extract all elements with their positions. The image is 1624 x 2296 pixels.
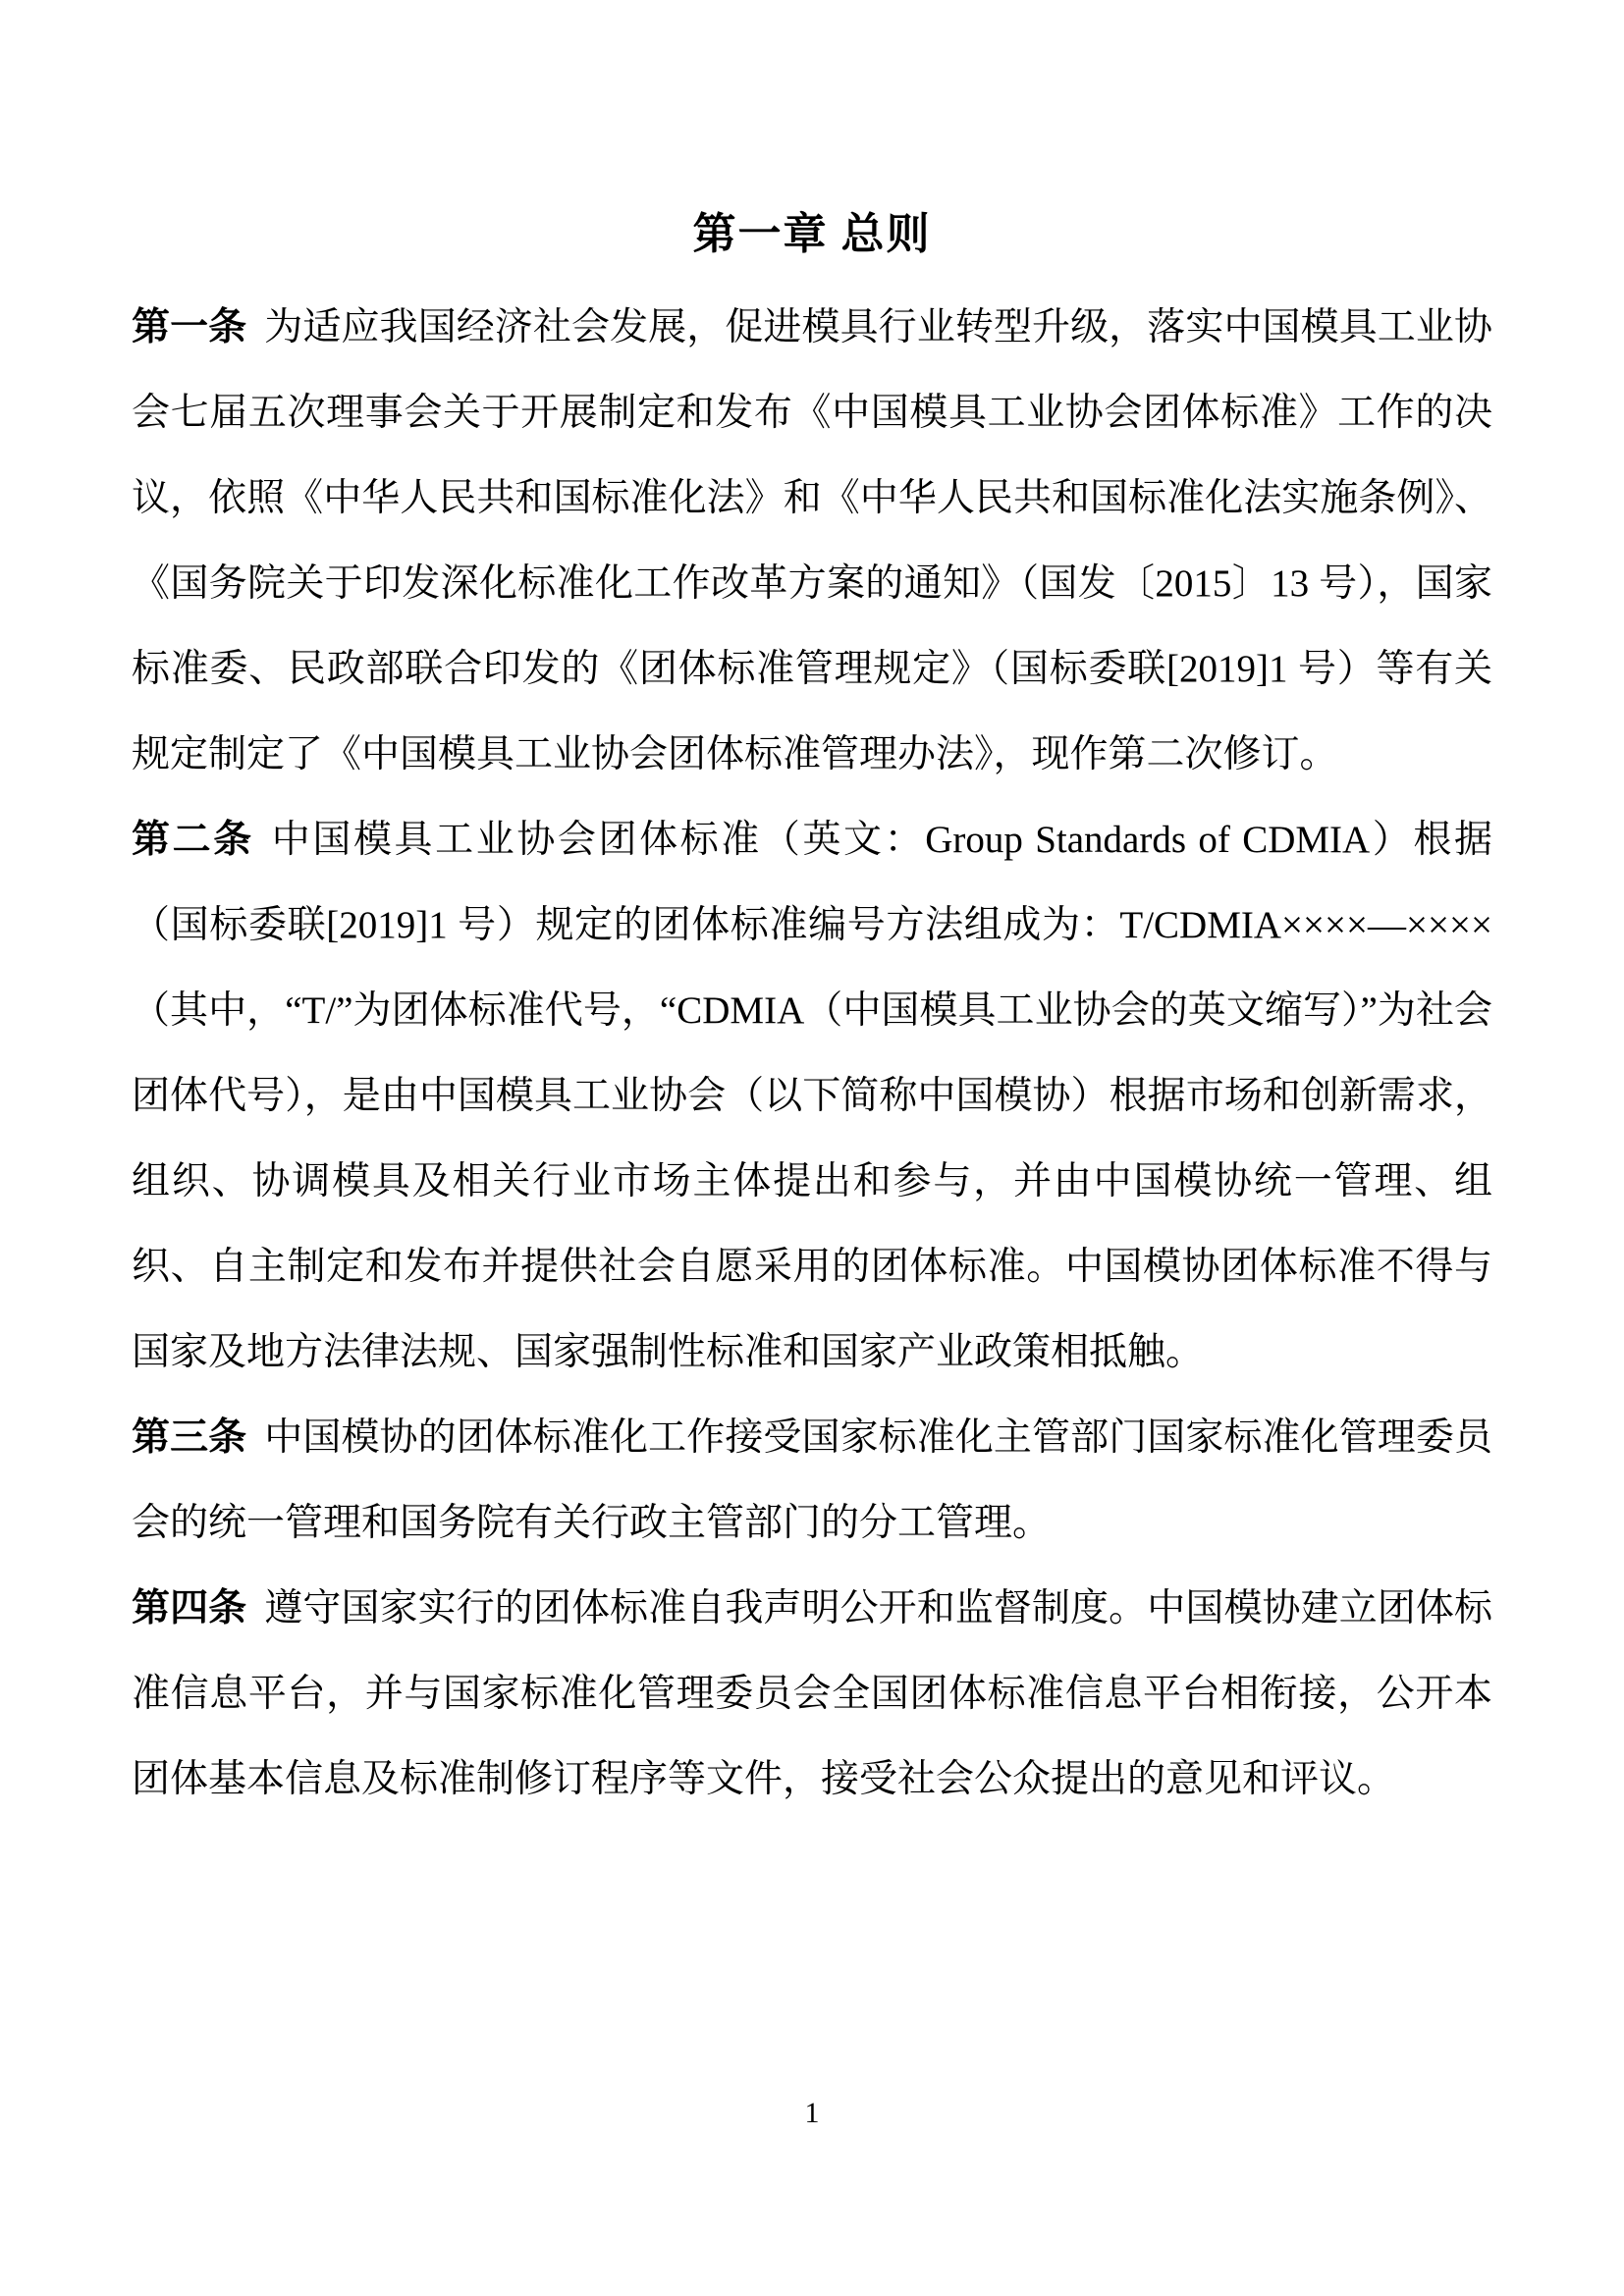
article-number: 第四条 [132, 1587, 247, 1629]
article-paragraph-2 [132, 797, 1492, 1395]
article-text: 中国模具工业协会团体标准（英文：Group Standards of CDMIA）根据（国标委联[2019]1 号）规定的团体标准编号方法组成为：T/CDMIA××××—××××（其中，“T/”为团体标准代号，“CDMIA（中国模具工业协会的英文缩写）”为社会团体代号），是由中国模具工业协会（以下简称中国模协）根据市场和创新需求，组织、协调模具及相关行业市场主体提出和参与，并由中国模协统一管理、组织、自主制定和发布并提供社会自愿采用的团体标准。中国模协团体标准不得与国家及地方法律法规、国家强制性标准和国家产业政策相抵触。 [132, 819, 1492, 1373]
article-paragraph-3 [132, 1395, 1492, 1566]
article-paragraph-4 [132, 1566, 1492, 1822]
article-paragraph-1 [132, 285, 1492, 797]
chapter-title: 第一章 总则 [692, 210, 932, 258]
document-content [132, 0, 1492, 1822]
page-number: 1 [804, 2097, 820, 2129]
article-number: 第一条 [132, 306, 247, 348]
article-number: 第三条 [132, 1416, 247, 1459]
article-text: 为适应我国经济社会发展，促进模具行业转型升级，落实中国模具工业协会七届五次理事会关于开展制定和发布《中国模具工业协会团体标准》工作的决议，依照《中华人民共和国标准化法》和《中华人民共和国标准化法实施条例》、《国务院关于印发深化标准化工作改革方案的通知》（国发〔2015〕13 号），国家标准委、民政部联合印发的《团体标准管理规定》（国标委联[2019]1 号）等有关规定制定了《中国模具工业协会团体标准管理办法》，现作第二次修订。 [132, 306, 1492, 775]
article-number: 第二条 [132, 819, 254, 861]
article-text: 中国模协的团体标准化工作接受国家标准化主管部门国家标准化管理委员会的统一管理和国务院有关行政主管部门的分工管理。 [132, 1416, 1492, 1544]
article-text: 遵守国家实行的团体标准自我声明公开和监督制度。中国模协建立团体标准信息平台，并与国家标准化管理委员会全国团体标准信息平台相衔接，公开本团体基本信息及标准制修订程序等文件，接受社会公众提出的意见和评议。 [132, 1587, 1492, 1800]
